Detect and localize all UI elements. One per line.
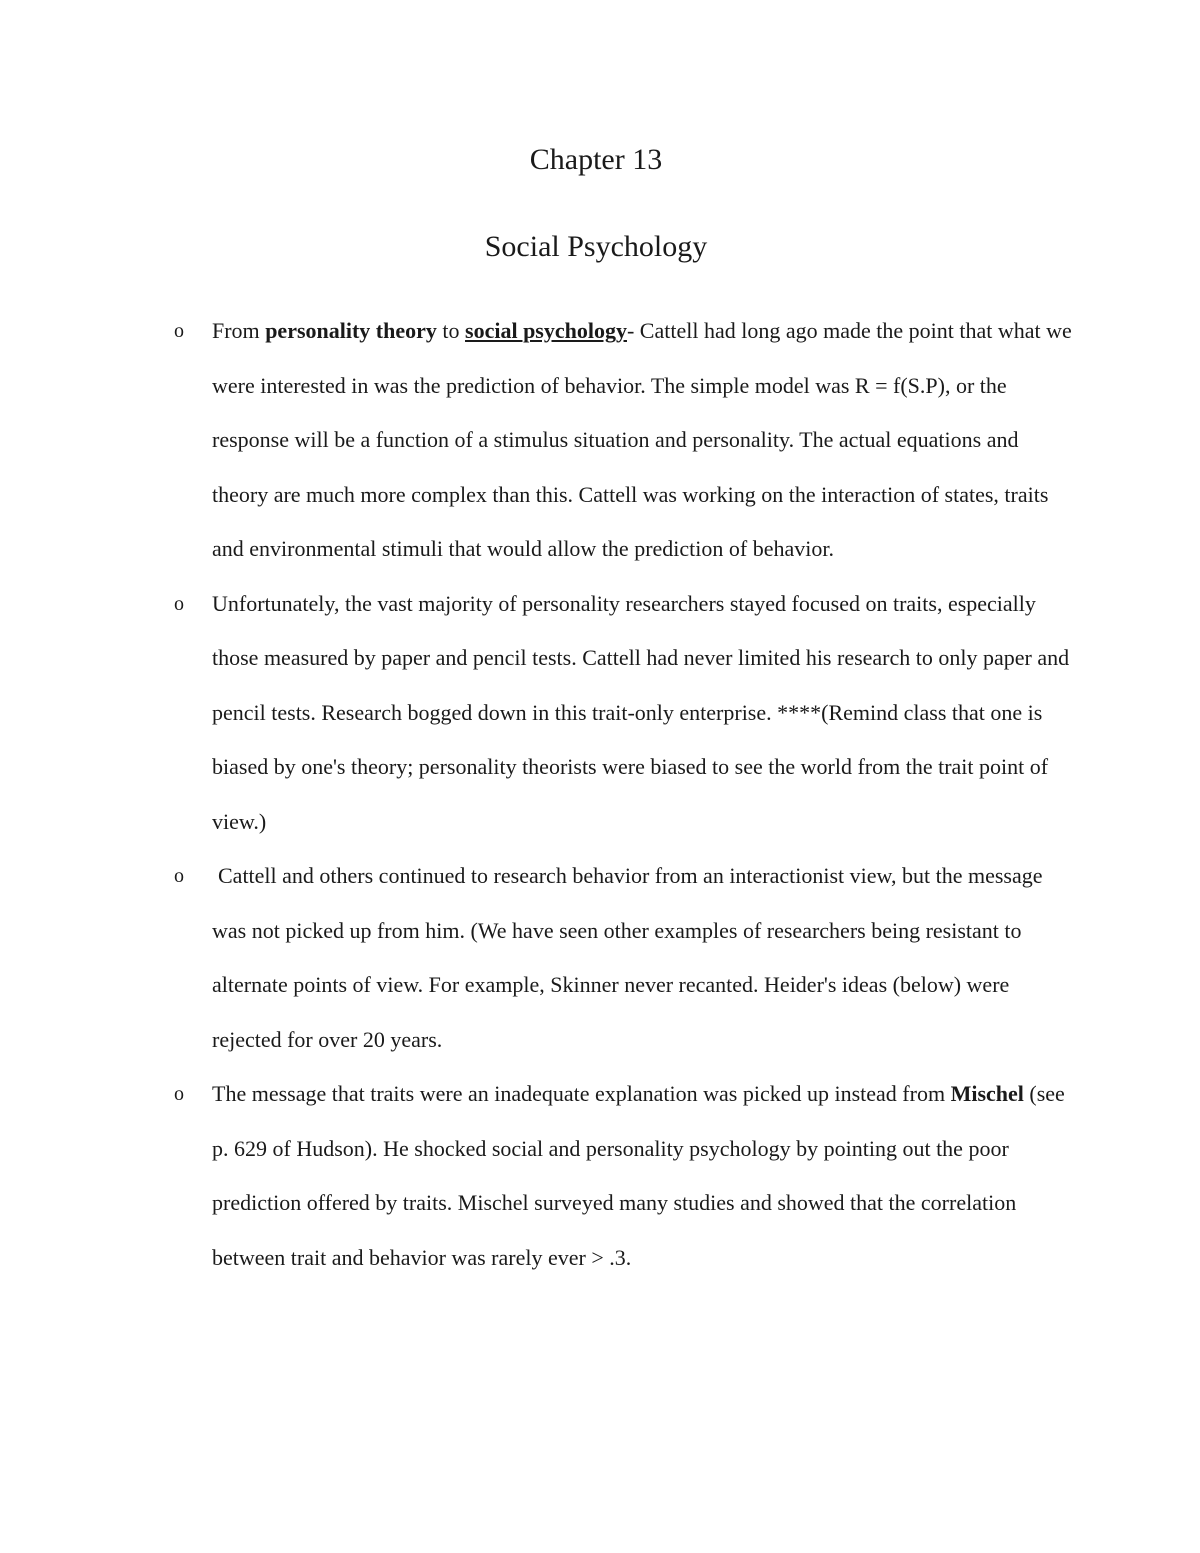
bullet-marker-icon: o (174, 1083, 184, 1105)
bullet-text (212, 1081, 1065, 1270)
bold-term-social-psychology: social psychology (465, 318, 627, 343)
bullet-rest: (see p. 629 of Hudson). He shocked social and personality psychology by pointing out the poor prediction offered by traits. Mischel surveyed many studies and showed that the correlation between trait and behavior was rarely ever > .3. (212, 1081, 1065, 1270)
bullet-marker-icon: o (174, 592, 184, 615)
chapter-title: Chapter 13 (529, 143, 663, 176)
bullet-text: Unfortunately, the vast majority of personality researchers stayed focused on traits, especially those measured by paper and pencil tests. Cattell had never limited his research to only paper and pencil tests. Research bogged down in this trait-only enterprise. ****(Remind class that one is biased by one's theory; personality theorists were biased to see the world from the trait point of view.) (212, 590, 1070, 834)
bullet-prefix: The message that traits were an inadequate explanation was picked up instead from (212, 1081, 951, 1106)
bullet-item-interactionist-view (0, 849, 1072, 1067)
bullet-list (0, 304, 1200, 1285)
bullet-text: Cattell and others continued to research behavior from an interactionist view, but the message was not picked up from him. (We have seen other examples of researchers being resistant to alternate points of view. For example, Skinner never recanted. Heider's ideas (below) were rejected for over 20 years. (212, 863, 1043, 1052)
bold-term-mischel: Mischel (950, 1081, 1024, 1106)
subject-title: Social Psychology (484, 230, 708, 263)
bullet-marker-icon: o (174, 865, 184, 887)
bullet-text (212, 318, 1072, 561)
bullet-item-traits-focus (0, 577, 1072, 850)
bullet-prefix: From (212, 318, 266, 343)
bold-term-personality-theory: personality theory (265, 318, 437, 343)
bullet-marker-icon: o (174, 320, 184, 342)
bullet-item-personality-to-social (0, 304, 1072, 577)
bullet-middle: to (436, 318, 466, 343)
bullet-rest: - Cattell had long ago made the point that what we were interested in was the prediction of behavior. The simple model was R = f(S.P), or the response will be a function of a stimulus situation and personality. The actual equations and theory are much more complex than this. Cattell was working on the interaction of states, traits and environmental stimuli that would allow the prediction of behavior. (212, 318, 1072, 561)
bullet-item-mischel (0, 1067, 1072, 1285)
